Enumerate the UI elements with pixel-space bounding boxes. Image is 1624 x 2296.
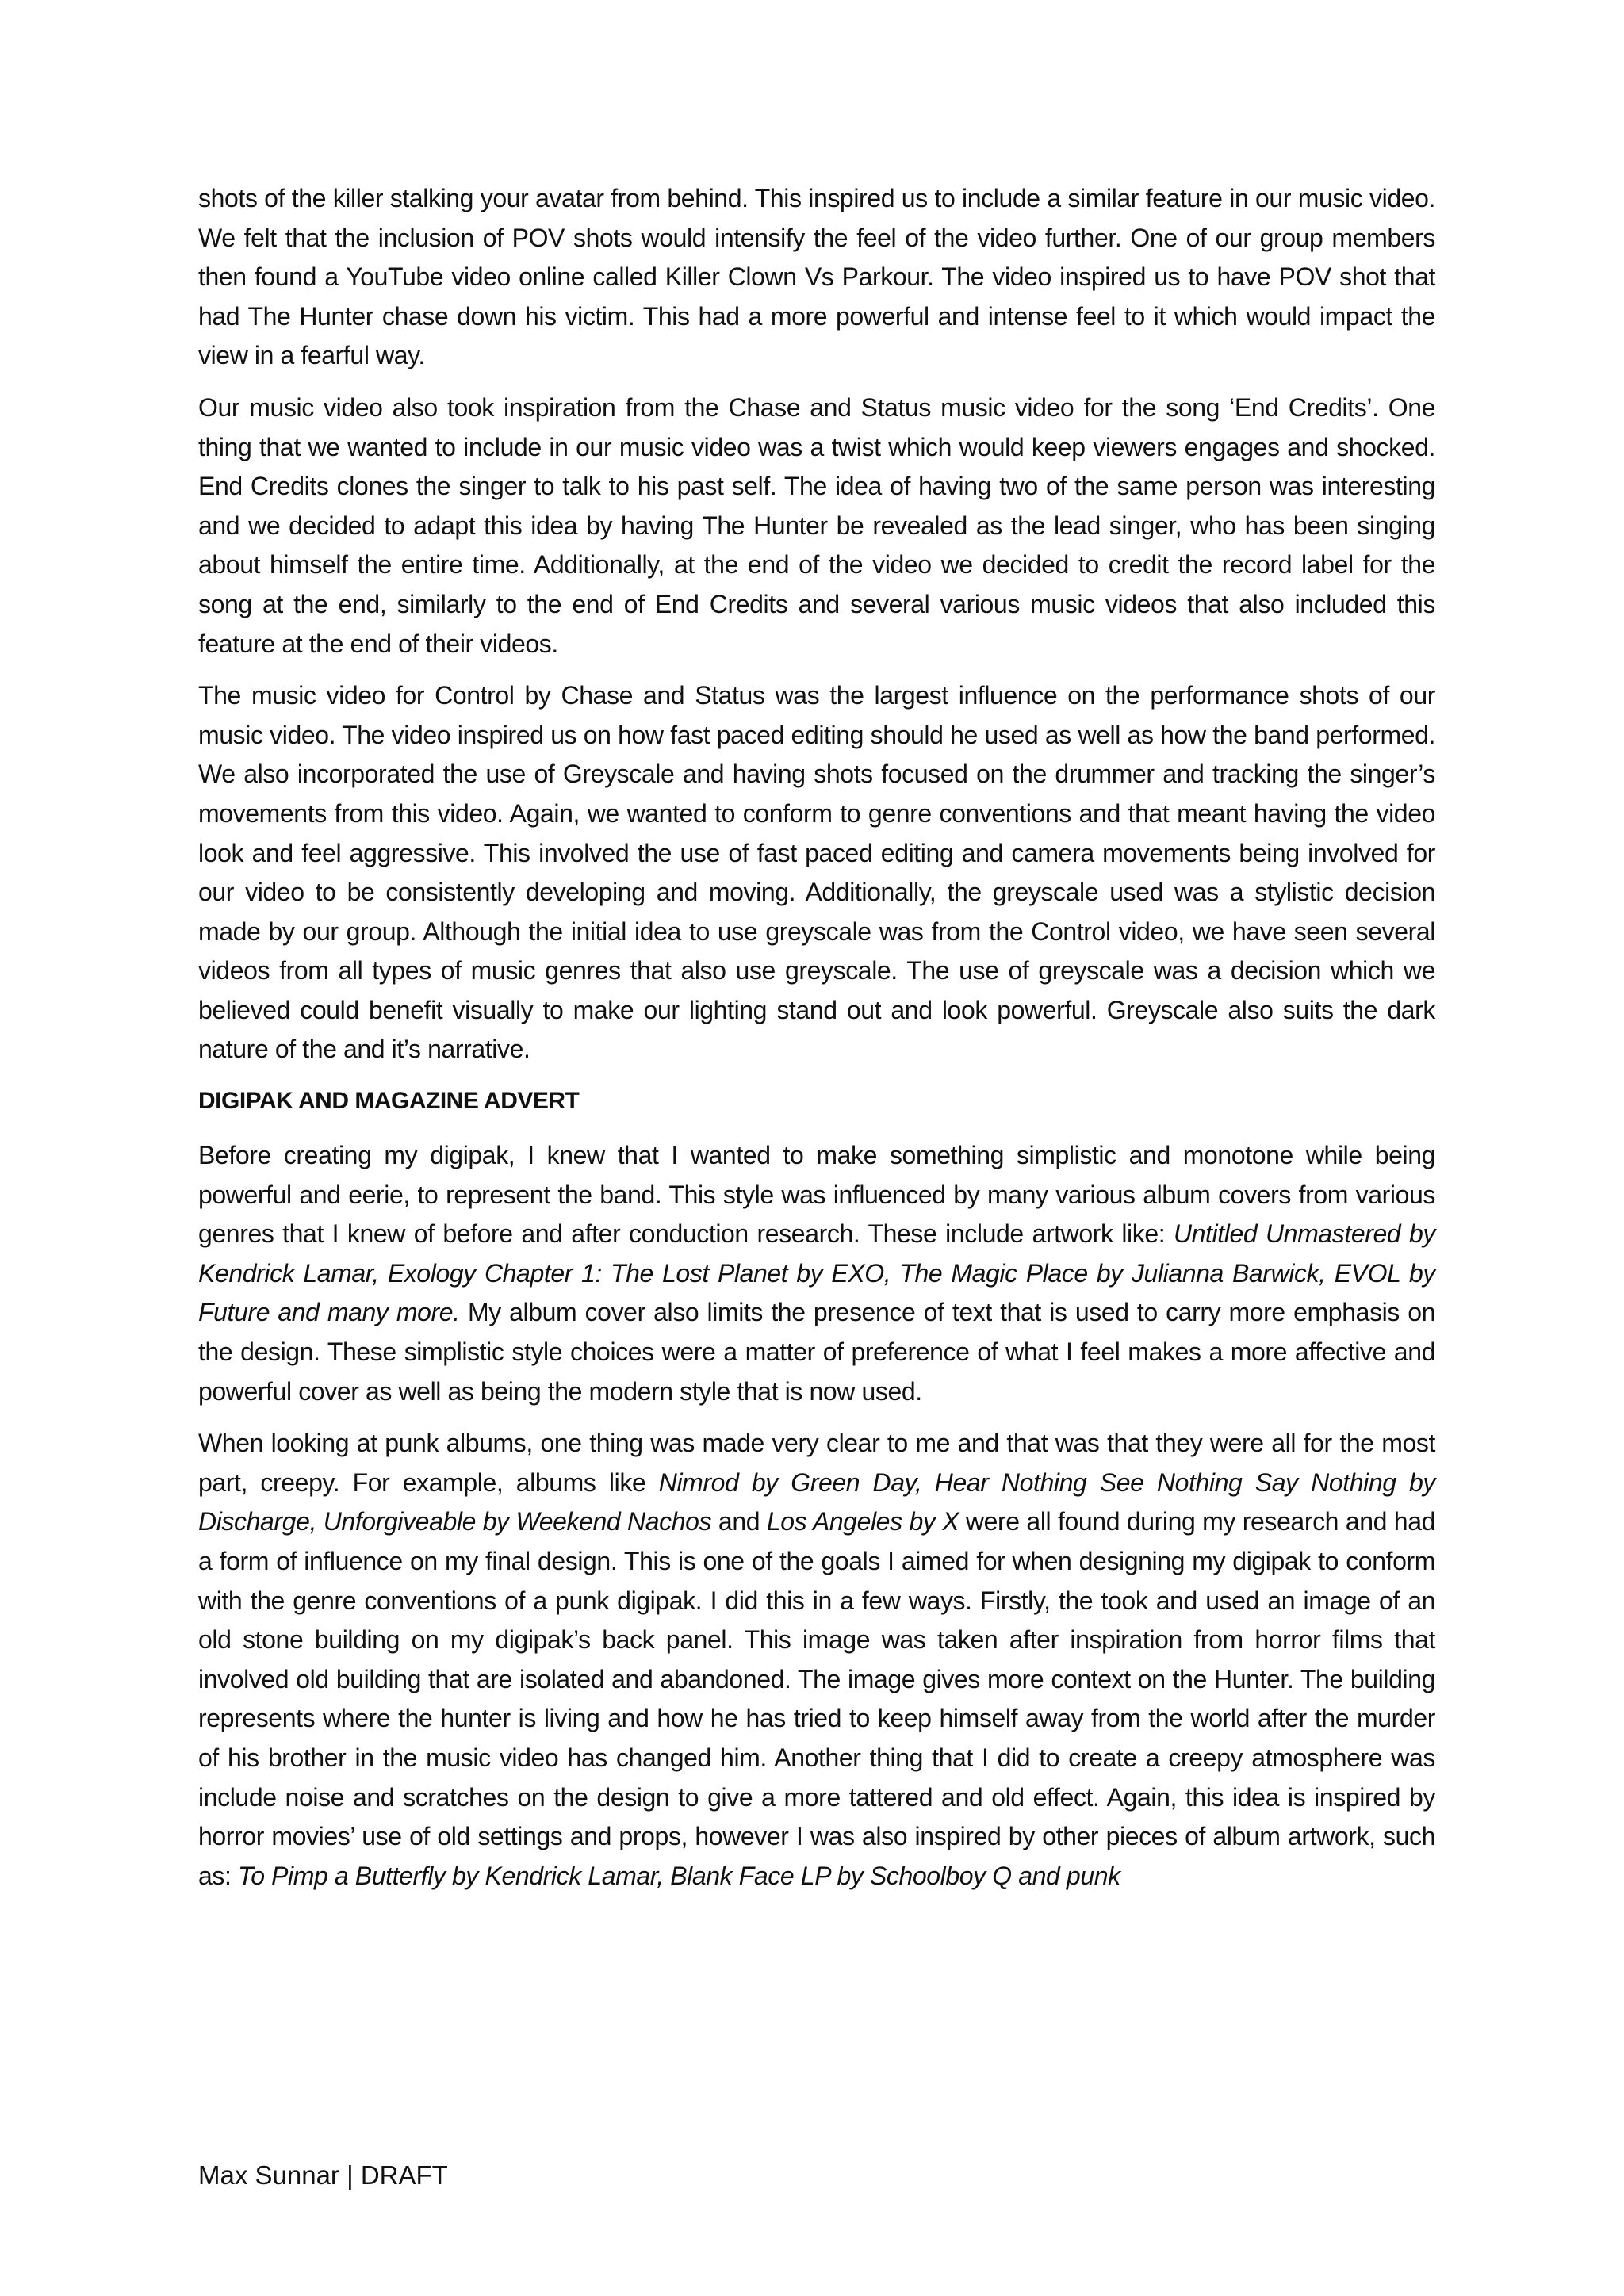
p5-text-a: When looking at punk albums, one thing was made very clear to me and that was that they were all for the most part, creepy. For example, albums like <box>198 1429 1435 1497</box>
paragraph-punk-albums <box>198 1424 1435 1896</box>
paragraph-digipak-style <box>198 1136 1435 1411</box>
p4-text-c: My album cover also limits the presence of text that is used to carry more emphasis on the design. These simplistic style choices were a matter of preference of what I feel makes a more affective and powerful cover as well as being the modern style that is now used. <box>198 1298 1435 1406</box>
p5-text-c: and <box>711 1507 767 1536</box>
paragraph-pov-shots: shots of the killer stalking your avatar from behind. This inspired us to include a similar feature in our music video. We felt that the inclusion of POV shots would intensify the feel of the video further. One of our group members then found a YouTube video online called Killer Clown Vs Parkour. The video inspired us to have POV shot that had The Hunter chase down his victim. This had a more powerful and intense feel to it which would impact the view in a fearful way. <box>198 184 1435 370</box>
paragraph-control-video: The music video for Control by Chase and Status was the largest influence on the performance shots of our music video. The video inspired us on how fast paced editing should he used as well as how the band performed. We also incorporated the use of Greyscale and having shots focused on the drummer and tracking the singer’s movements from this video. Again, we wanted to conform to genre conventions and that meant having the video look and feel aggressive. This involved the use of fast paced editing and camera movements being involved for our video to be consistently developing and moving. Additionally, the greyscale used was a stylistic decision made by our group. Although the initial idea to use greyscale was from the Control video, we have seen several videos from all types of music genres that also use greyscale. The use of greyscale was a decision which we believed could benefit visually to make our lighting stand out and look powerful. Greyscale also suits the dark nature of the and it’s narrative. <box>198 681 1435 1064</box>
p5-album-list-1: Nimrod by Green Day, Hear Nothing See Nothing Say Nothing by Discharge, Unforgiveable by Weekend Nachos <box>198 1468 1435 1536</box>
page-footer: Max Sunnar | DRAFT <box>198 2160 448 2190</box>
p4-text-a: Before creating my digipak, I knew that I wanted to make something simplistic and monotone while being powerful and eerie, to represent the band. This style was influenced by many various album covers from various genres that I knew of before and after conduction research. These include artwork like: <box>198 1141 1435 1249</box>
p5-album-list-3: To Pimp a Butterfly by Kendrick Lamar, Blank Face LP by Schoolboy Q and punk <box>237 1861 1120 1890</box>
p5-album-list-2: Los Angeles by X <box>766 1507 959 1536</box>
paragraph-end-credits: Our music video also took inspiration from the Chase and Status music video for the song ‘End Credits’. One thing that we wanted to include in our music video was a twist which would keep viewers engages and shocked. End Credits clones the singer to talk to his past self. The idea of having two of the same person was interesting and we decided to adapt this idea by having The Hunter be revealed as the lead singer, who has been singing about himself the entire time. Additionally, at the end of the video we decided to credit the record label for the song at the end, similarly to the end of End Credits and several various music videos that also included this feature at the end of their videos. <box>198 392 1435 658</box>
body-text <box>198 179 1435 1908</box>
p4-album-list: Untitled Unmastered by Kendrick Lamar, Exology Chapter 1: The Lost Planet by EXO, The Magic Place by Julianna Barwick, EVOL by Future and many more. <box>198 1219 1435 1327</box>
p5-text-e: were all found during my research and had a form of influence on my final design. This is one of the goals I aimed for when designing my digipak to conform with the genre conventions of a punk digipak. I did this in a few ways. Firstly, the took and used an image of an old stone building on my digipak’s back panel. This image was taken after inspiration from horror films that involved old building that are isolated and abandoned. The image gives more context on the Hunter. The building represents where the hunter is living and how he has tried to keep himself away from the world after the murder of his brother in the music video has changed him. Another thing that I did to create a creepy atmosphere was include noise and scratches on the design to give a more tattered and old effect. Again, this idea is inspired by horror movies’ use of old settings and props, however I was also inspired by other pieces of album artwork, such as: <box>198 1507 1435 1890</box>
section-heading: DIGIPAK AND MAGAZINE ADVERT <box>198 1088 580 1115</box>
